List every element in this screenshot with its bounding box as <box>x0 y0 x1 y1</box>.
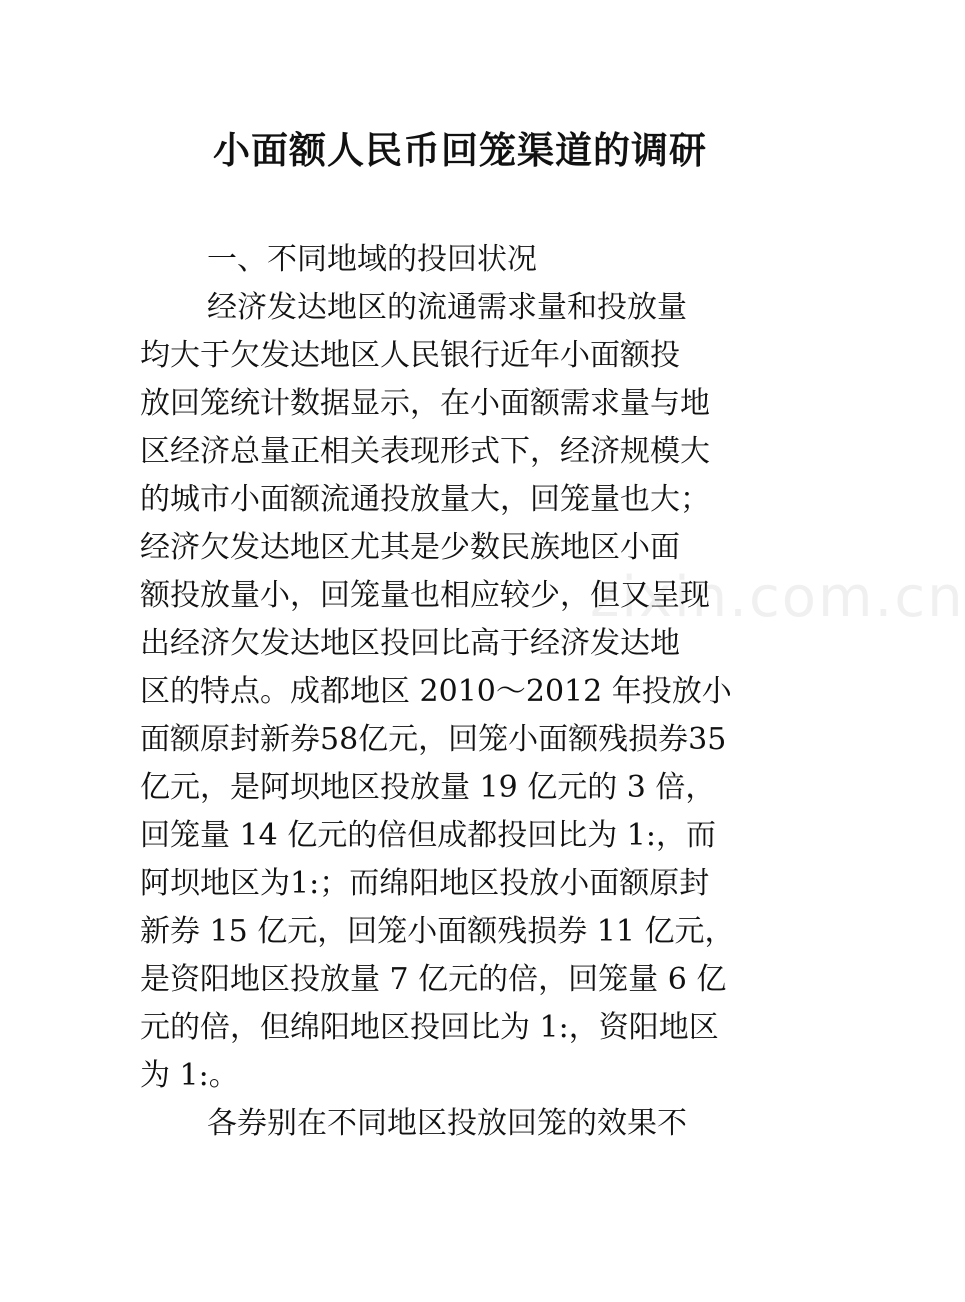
text-line: 面额原封新券58亿元，回笼小面额残损券35 <box>140 722 727 757</box>
text-line: 均大于欠发达地区人民银行近年小面额投 <box>140 338 680 373</box>
text-line: 额投放量小，回笼量也相应较少，但又呈现 <box>140 578 710 613</box>
text-line: 区经济总量正相关表现形式下，经济规模大 <box>140 434 710 469</box>
text-line: 亿元，是阿坝地区投放量 19 亿元的 3 倍， <box>140 770 716 805</box>
text-line: 的城市小面额流通投放量大，回笼量也大； <box>140 482 710 517</box>
text-line: 经济欠发达地区尤其是少数民族地区小面 <box>140 530 680 565</box>
text-line: 是资阳地区投放量 7 亿元的倍，回笼量 6 亿 <box>140 962 727 997</box>
text-line: 新券 15 亿元，回笼小面额残损券 11 亿元， <box>140 914 735 949</box>
text-line: 经济发达地区的流通需求量和投放量 <box>207 290 687 325</box>
text-line: 阿坝地区为1:；而绵阳地区投放小面额原封 <box>140 866 710 901</box>
document-body <box>140 236 790 1148</box>
text-line: 为 1:。 <box>140 1058 239 1093</box>
text-line: 出经济欠发达地区投回比高于经济发达地 <box>140 626 680 661</box>
watermark: zixin.com.cn <box>590 565 965 630</box>
document-title: 小面额人民币回笼渠道的调研 <box>213 128 707 172</box>
text-line: 放回笼统计数据显示，在小面额需求量与地 <box>140 386 710 421</box>
text-line: 回笼量 14 亿元的倍但成都投回比为 1:，而 <box>140 818 716 853</box>
text-line: 一、不同地域的投回状况 <box>207 242 537 277</box>
text-line: 各券别在不同地区投放回笼的效果不 <box>207 1106 687 1141</box>
text-line: 区的特点。成都地区 2010～2012 年投放小 <box>140 674 732 709</box>
text-line: 元的倍，但绵阳地区投回比为 1:，资阳地区 <box>140 1010 719 1045</box>
